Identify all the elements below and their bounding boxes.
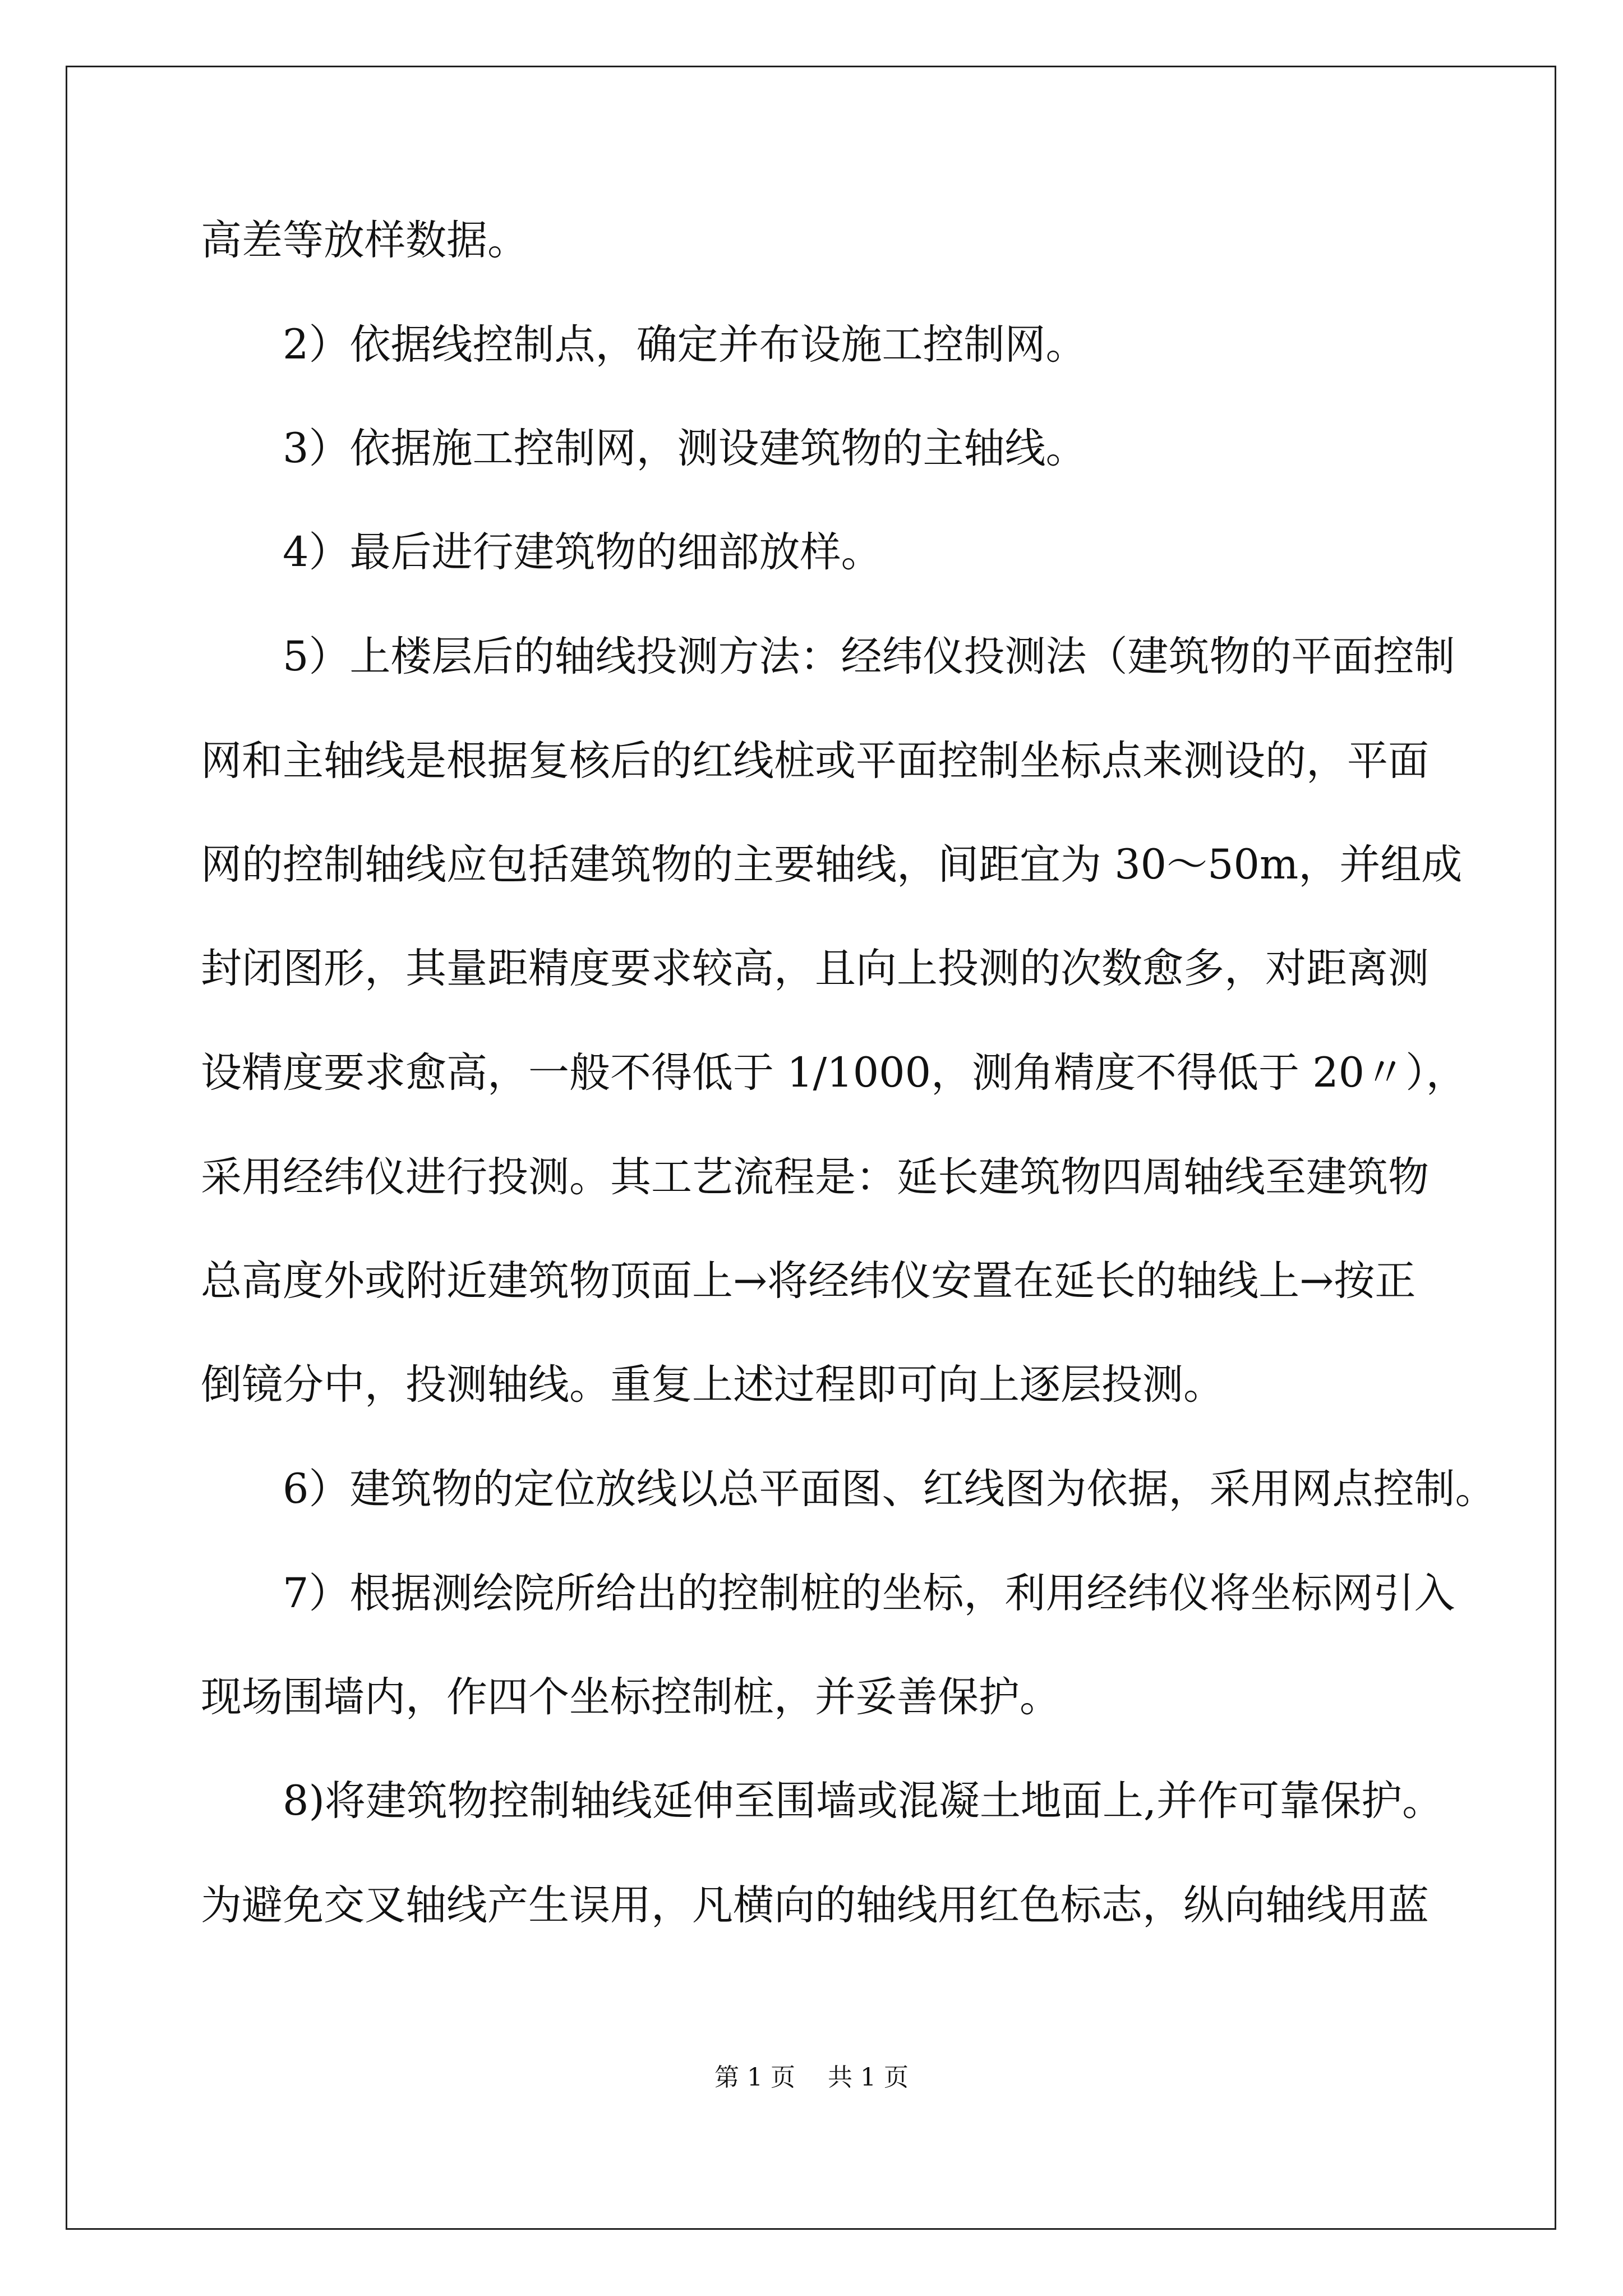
text-line-16: 8)将建筑物控制轴线延伸至围墙或混凝土地面上,并作可靠保护。 bbox=[201, 1777, 1444, 1825]
text-line-13: 6）建筑物的定位放线以总平面图、红线图为依据，采用网点控制。 bbox=[201, 1465, 1496, 1513]
text-line-1: 高差等放样数据。 bbox=[201, 217, 528, 264]
text-line-14: 7）根据测绘院所给出的控制桩的坐标，利用经纬仪将坐标网引入 bbox=[201, 1570, 1455, 1617]
text-line-7: 网的控制轴线应包括建筑物的主要轴线，间距宜为 30～50m，并组成 bbox=[201, 841, 1463, 889]
text-line-11: 总高度外或附近建筑物顶面上→将经纬仪安置在延长的轴线上→按正 bbox=[201, 1257, 1416, 1305]
text-line-9: 设精度要求愈高，一般不得低于 1/1000，测角精度不得低于 20〃）， bbox=[201, 1049, 1467, 1097]
text-line-15: 现场围墙内，作四个坐标控制桩，并妥善保护。 bbox=[201, 1673, 1061, 1721]
text-line-2: 2）依据线控制点，确定并布设施工控制网。 bbox=[201, 321, 1087, 369]
text-line-17: 为避免交叉轴线产生误用，凡横向的轴线用红色标志，纵向轴线用蓝 bbox=[201, 1881, 1429, 1929]
page-number-footer: 第 1 页 共 1 页 bbox=[714, 2063, 909, 2092]
text-line-10: 采用经纬仪进行投测。其工艺流程是：延长建筑物四周轴线至建筑物 bbox=[201, 1153, 1429, 1201]
text-line-5: 5）上楼层后的轴线投测方法：经纬仪投测法（建筑物的平面控制 bbox=[201, 633, 1455, 680]
text-line-12: 倒镜分中，投测轴线。重复上述过程即可向上逐层投测。 bbox=[201, 1361, 1224, 1409]
text-line-8: 封闭图形，其量距精度要求较高，且向上投测的次数愈多，对距离测 bbox=[201, 945, 1429, 992]
text-line-6: 网和主轴线是根据复核后的红线桩或平面控制坐标点来测设的，平面 bbox=[201, 737, 1429, 785]
text-line-4: 4）最后进行建筑物的细部放样。 bbox=[201, 528, 882, 576]
text-line-3: 3）依据施工控制网，测设建筑物的主轴线。 bbox=[201, 425, 1087, 472]
